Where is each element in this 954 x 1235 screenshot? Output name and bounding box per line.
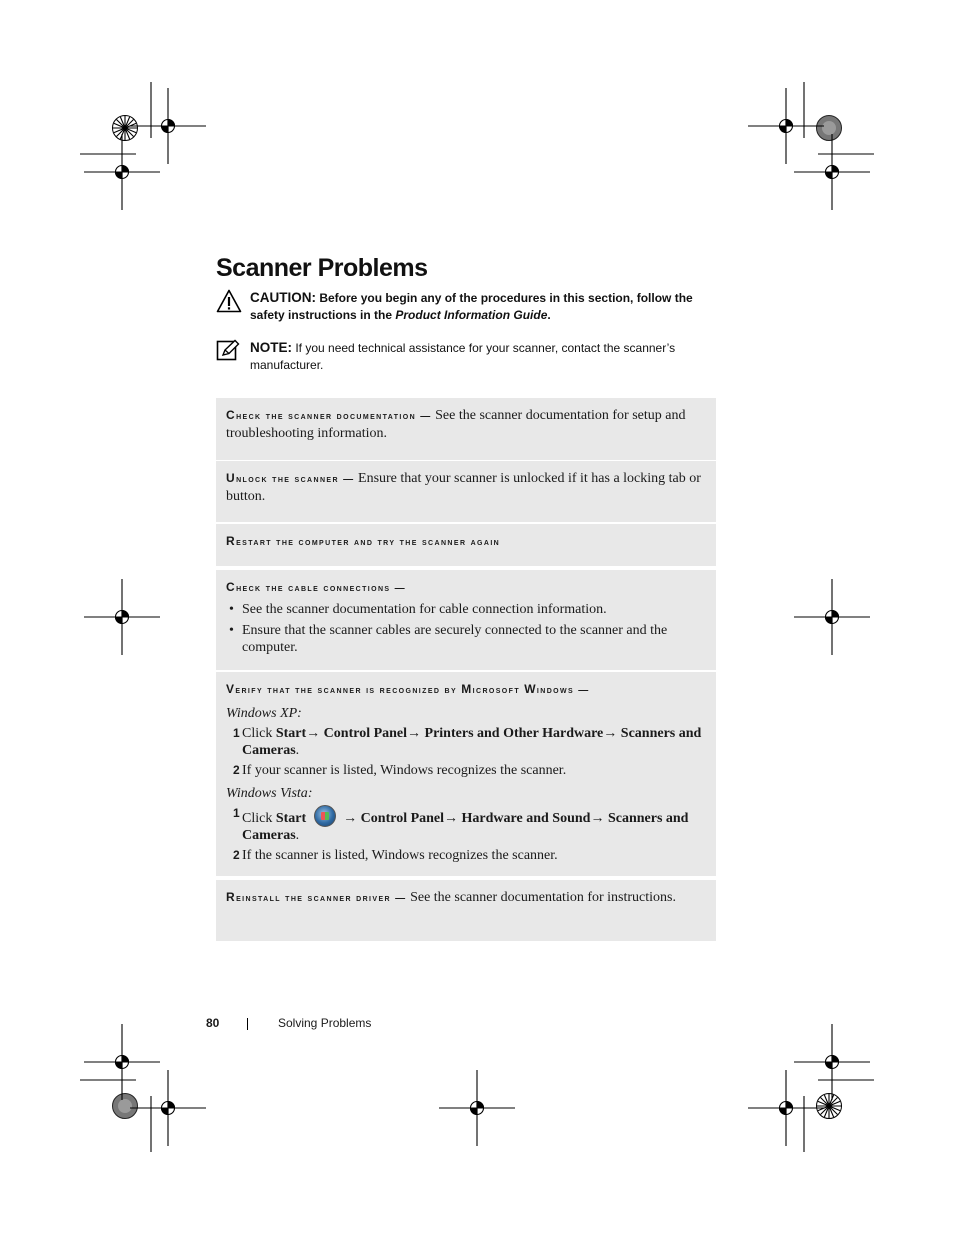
page-number: 80 xyxy=(206,1016,220,1030)
caution-period: . xyxy=(547,308,551,322)
note-label: NOTE: xyxy=(250,340,292,355)
xp-step-1: 1 Click Start→ Control Panel→ Printers and Other Hardware→ Scanners and Cameras. xyxy=(233,726,702,758)
windows-start-orb-icon xyxy=(314,805,336,827)
section-body: See the scanner documentation for instructions. xyxy=(410,890,676,905)
caution-guide-title: Product Information Guide xyxy=(395,308,548,322)
section-heading: Check the scanner documentation — xyxy=(226,408,432,422)
xp-step-2: 2 If your scanner is listed, Windows recognizes the scanner. xyxy=(233,763,567,778)
warning-triangle-icon xyxy=(216,289,242,313)
caution-text xyxy=(250,289,716,324)
section-heading: Verify that the scanner is recognized by Microsoft Windows — xyxy=(226,682,590,696)
footer-divider xyxy=(247,1018,248,1030)
section-body: Ensure that your scanner is unlocked if it has a locking tab or button. xyxy=(226,471,701,504)
windows-xp-label: Windows XP: xyxy=(226,706,302,721)
page-title: Scanner Problems xyxy=(216,254,428,282)
footer-section-title: Solving Problems xyxy=(278,1016,372,1030)
note-body: If you need technical assistance for your scanner, contact the scanner’s manufacturer. xyxy=(250,341,676,372)
section-body: See the scanner documentation for setup and troubleshooting information. xyxy=(226,408,686,441)
section-heading: Unlock the scanner — xyxy=(226,471,355,485)
restart-computer-box xyxy=(216,524,716,566)
bullet-list xyxy=(226,601,706,656)
caution-label: CAUTION: xyxy=(250,290,316,305)
caution-body: Before you begin any of the procedures in this section, follow the safety instructions in the xyxy=(250,291,693,322)
vista-step-2: 2 If the scanner is listed, Windows recognizes the scanner. xyxy=(233,848,558,863)
note-pencil-icon xyxy=(216,339,240,361)
verify-scanner-recognized-box xyxy=(216,672,716,876)
windows-vista-label: Windows Vista: xyxy=(226,786,313,801)
note-notice xyxy=(216,339,716,374)
check-scanner-documentation-box xyxy=(216,398,716,460)
list-item: • Ensure that the scanner cables are securely connected to the scanner and the computer. xyxy=(226,622,706,656)
vista-step-1: 1 Click Start → Control Panel→ Hardware and Sound→ Scanners and Cameras. xyxy=(233,806,689,843)
reinstall-scanner-driver-box xyxy=(216,880,716,941)
section-heading: Check the cable connections — xyxy=(226,580,407,594)
unlock-scanner-box xyxy=(216,461,716,522)
list-item: • See the scanner documentation for cable connection information. xyxy=(226,601,706,618)
caution-notice xyxy=(216,289,716,324)
section-heading: Restart the computer and try the scanner again xyxy=(226,534,501,548)
section-heading: Reinstall the scanner driver — xyxy=(226,890,407,904)
note-text xyxy=(250,339,716,374)
check-cable-connections-box xyxy=(216,570,716,670)
